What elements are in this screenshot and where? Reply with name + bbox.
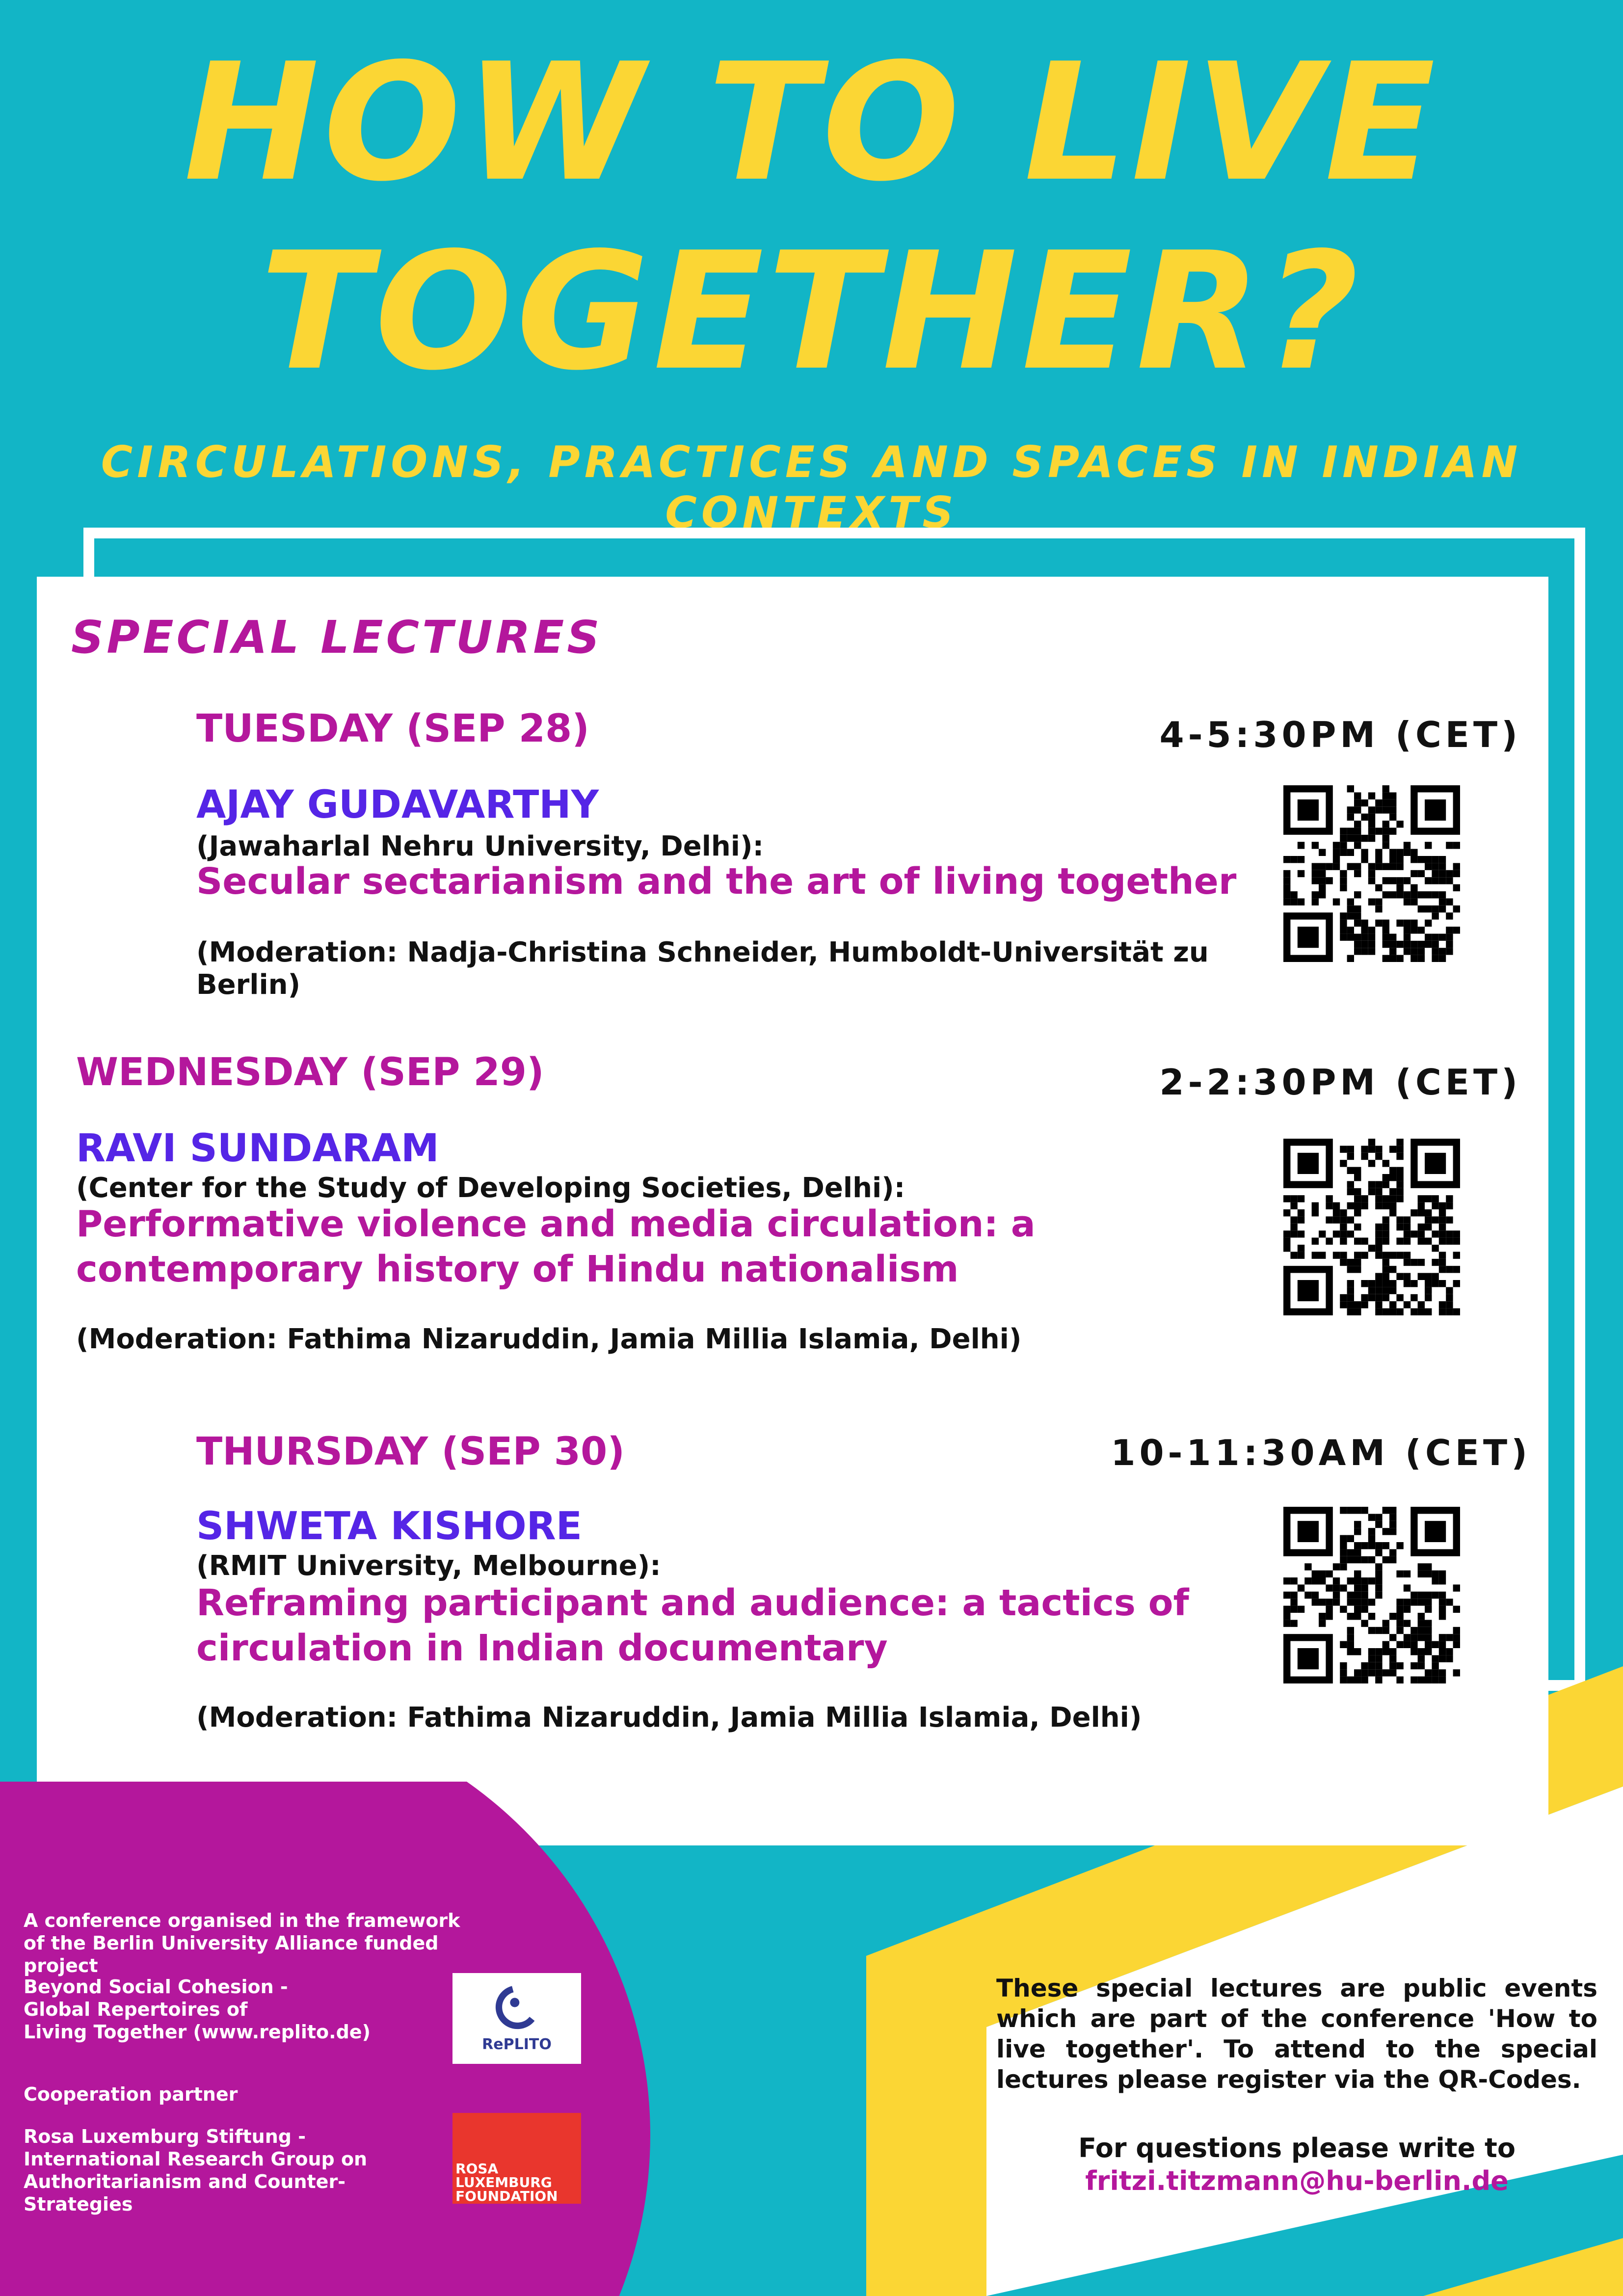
lecture-1-moderation-line2: Berlin) — [196, 969, 301, 1001]
lecture-3-speaker: SHWETA KISHORE — [196, 1504, 583, 1548]
lecture-2-affiliation: (Center for the Study of Developing Societies, Delhi): — [76, 1172, 905, 1204]
replito-logo-text: RePLITO — [482, 2036, 552, 2053]
lecture-1-title — [196, 859, 1251, 904]
qr-code-icon[interactable] — [1283, 1507, 1460, 1683]
lecture-1-day: TUESDAY (SEP 28) — [196, 707, 589, 751]
footer-project-line1: Beyond Social Cohesion - — [24, 1976, 288, 1998]
lecture-3-title-line1: Reframing participant and audience: a tactics of — [196, 1582, 1189, 1624]
contact-email-link[interactable]: fritzi.titzmann@hu-berlin.de — [1085, 2165, 1509, 2196]
footer-intro — [24, 1909, 514, 1977]
replito-logo — [452, 1973, 581, 2064]
coop-label: Cooperation partner — [24, 2083, 238, 2105]
lecture-3-time: 10-11:30AM (CET) — [1111, 1432, 1531, 1473]
poster-subtitle: CIRCULATIONS, PRACTICES AND SPACES IN INDIAN CONTEXTS — [101, 437, 1522, 538]
lecture-3-moderation — [196, 1702, 1251, 1734]
lecture-2-day: WEDNESDAY (SEP 29) — [76, 1050, 544, 1095]
partner-line1: Rosa Luxemburg Stiftung - — [24, 2126, 306, 2147]
lecture-1-time: 4-5:30PM (CET) — [1159, 714, 1521, 755]
lecture-3-title-line2: circulation in Indian documentary — [196, 1627, 888, 1669]
footer-project-line2: Global Repertoires of — [24, 1999, 248, 2020]
lecture-2-title-line1: Performative violence and media circulation: a — [76, 1203, 1036, 1245]
lecture-2-speaker: RAVI SUNDARAM — [76, 1126, 439, 1171]
lecture-2-moderation — [76, 1323, 1205, 1356]
footer-intro-line1: A conference organised in the framework — [24, 1910, 460, 1931]
rosa-logo-line3: FOUNDATION — [455, 2188, 558, 2204]
poster-title-line1: HOW TO LIVE — [184, 28, 1439, 217]
footer-project — [24, 1976, 441, 2043]
lecture-1-affiliation: (Jawaharlal Nehru University, Delhi): — [196, 830, 764, 862]
poster-title-line2: TOGETHER? — [260, 217, 1363, 406]
qr-code-icon[interactable] — [1283, 1139, 1460, 1315]
partner-line2: International Research Group on — [24, 2148, 368, 2170]
lecture-3-moderation-line1: (Moderation: Fathima Nizaruddin, Jamia Millia Islamia, Delhi) — [196, 1702, 1142, 1734]
lecture-3-affiliation: (RMIT University, Melbourne): — [196, 1550, 661, 1582]
lecture-2-title — [76, 1201, 1205, 1292]
section-title: SPECIAL LECTURES — [71, 611, 603, 664]
lecture-1-moderation — [196, 936, 1251, 1001]
lecture-1-title-line1: Secular sectarianism and the art of living together — [196, 860, 1237, 903]
lecture-1-speaker: AJAY GUDAVARTHY — [196, 783, 599, 827]
rosa-logo-line1: ROSA — [455, 2161, 499, 2177]
lecture-2-moderation-line1: (Moderation: Fathima Nizaruddin, Jamia Millia Islamia, Delhi) — [76, 1323, 1022, 1355]
footer-intro-line2: of the Berlin University Alliance funded project — [24, 1932, 439, 1976]
rosa-logo-line2: LUXEMBURG — [455, 2174, 552, 2190]
lecture-3-title — [196, 1580, 1251, 1671]
lecture-3-day: THURSDAY (SEP 30) — [196, 1430, 625, 1474]
replito-logo-icon — [494, 1984, 541, 2030]
lecture-2-title-line2: contemporary history of Hindu nationalism — [76, 1248, 959, 1290]
qr-code-icon[interactable] — [1283, 785, 1460, 962]
lecture-1-moderation-line1: (Moderation: Nadja-Christina Schneider, Humboldt-Universität zu — [196, 936, 1209, 968]
questions-label: For questions please write to — [1078, 2133, 1516, 2163]
rosa-luxemburg-logo — [452, 2113, 581, 2204]
footer-project-line3: Living Together (www.replito.de) — [24, 2021, 371, 2043]
partner-line3: Authoritarianism and Counter-Strategies — [24, 2171, 346, 2215]
lecture-2-time: 2-2:30PM (CET) — [1159, 1062, 1521, 1103]
partner-text — [24, 2125, 446, 2216]
public-events-note: These special lectures are public events which are part of the conference 'How to live together'. To attend to the special lectures please register via the QR-Codes. — [996, 1974, 1597, 2094]
